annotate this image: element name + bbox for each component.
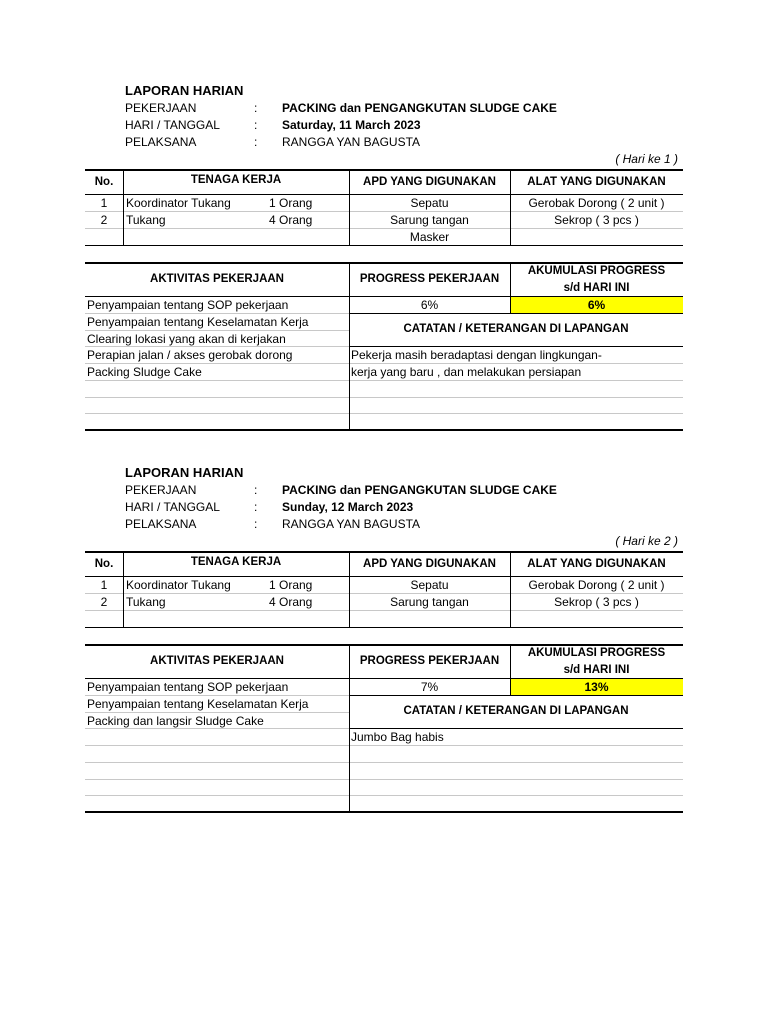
note-line: Pekerja masih beradaptasi dengan lingkungan- xyxy=(351,348,602,362)
row-no: 1 xyxy=(100,196,108,210)
row-no: 2 xyxy=(100,213,108,227)
field-label-pekerjaan: PEKERJAAN xyxy=(125,483,197,497)
field-value-pekerjaan: PACKING dan PENGANGKUTAN SLUDGE CAKE xyxy=(282,483,557,497)
table-row-line xyxy=(85,610,683,611)
header-apd: APD YANG DIGUNAKAN xyxy=(363,558,496,570)
field-value-hari-tanggal: Sunday, 12 March 2023 xyxy=(282,500,414,514)
header-akumulasi-sd: s/d HARI INI xyxy=(563,282,630,294)
row-worker-count: 4 Orang xyxy=(269,213,313,227)
field-value-pelaksana: RANGGA YAN BAGUSTA xyxy=(282,135,421,149)
field-value-hari-tanggal: Saturday, 11 March 2023 xyxy=(282,118,421,132)
activity-item: Penyampaian tentang SOP pekerjaan xyxy=(87,298,289,312)
header-no: No. xyxy=(94,176,114,188)
note-line: Jumbo Bag habis xyxy=(351,730,444,744)
activity-item: Packing dan langsir Sludge Cake xyxy=(87,714,264,728)
header-akumulasi-sd: s/d HARI INI xyxy=(563,664,630,676)
field-label-pelaksana: PELAKSANA xyxy=(125,135,197,149)
daily-report xyxy=(0,382,768,762)
field-colon: : xyxy=(254,118,258,132)
progress-value: 7% xyxy=(420,680,439,694)
header-tenaga-kerja: TENAGA KERJA xyxy=(190,556,282,568)
field-value-pelaksana: RANGGA YAN BAGUSTA xyxy=(282,517,421,531)
row-worker-name: Tukang xyxy=(126,595,166,609)
header-aktivitas: AKTIVITAS PEKERJAAN xyxy=(150,655,284,667)
akumulasi-value: 6% xyxy=(587,298,606,312)
report-title: LAPORAN HARIAN xyxy=(125,83,244,98)
field-label-pekerjaan: PEKERJAAN xyxy=(125,101,197,115)
field-label-hari-tanggal: HARI / TANGGAL xyxy=(125,500,220,514)
row-worker-count: 4 Orang xyxy=(269,595,313,609)
table-border xyxy=(85,811,683,813)
table-row-line xyxy=(85,762,683,763)
field-label-pelaksana: PELAKSANA xyxy=(125,517,197,531)
header-catatan: CATATAN / KETERANGAN DI LAPANGAN xyxy=(403,323,629,335)
row-worker-count: 1 Orang xyxy=(269,196,313,210)
row-alat: Sekrop ( 3 pcs ) xyxy=(554,595,639,609)
activity-item: Penyampaian tentang Keselamatan Kerja xyxy=(87,697,309,711)
note-line: kerja yang baru , dan melakukan persiapan xyxy=(351,365,582,379)
header-no: No. xyxy=(94,558,114,570)
progress-value: 6% xyxy=(420,298,439,312)
hari-ke-label: ( Hari ke 2 ) xyxy=(615,534,678,548)
row-worker-count: 1 Orang xyxy=(269,578,313,592)
row-apd: Sarung tangan xyxy=(390,595,469,609)
table-border xyxy=(85,627,683,628)
table-border xyxy=(349,313,683,314)
row-no: 2 xyxy=(100,595,108,609)
header-alat: ALAT YANG DIGUNAKAN xyxy=(527,558,666,570)
row-apd: Masker xyxy=(409,230,450,244)
field-colon: : xyxy=(254,517,258,531)
table-border xyxy=(85,169,683,171)
table-border xyxy=(85,245,683,246)
field-value-pekerjaan: PACKING dan PENGANGKUTAN SLUDGE CAKE xyxy=(282,101,557,115)
table-border xyxy=(349,695,683,696)
row-apd: Sarung tangan xyxy=(390,213,469,227)
table-border xyxy=(85,551,683,553)
field-colon: : xyxy=(254,101,258,115)
row-apd: Sepatu xyxy=(410,196,449,210)
row-worker-name: Koordinator Tukang xyxy=(126,578,231,592)
row-alat: Gerobak Dorong ( 2 unit ) xyxy=(528,196,665,210)
header-progress: PROGRESS PEKERJAAN xyxy=(359,273,500,285)
field-colon: : xyxy=(254,135,258,149)
field-colon: : xyxy=(254,500,258,514)
header-akumulasi: AKUMULASI PROGRESS xyxy=(527,265,666,277)
table-row-line xyxy=(85,745,683,746)
row-apd: Sepatu xyxy=(410,578,449,592)
row-no: 1 xyxy=(100,578,108,592)
header-catatan: CATATAN / KETERANGAN DI LAPANGAN xyxy=(403,705,629,717)
field-colon: : xyxy=(254,483,258,497)
header-akumulasi: AKUMULASI PROGRESS xyxy=(527,647,666,659)
header-alat: ALAT YANG DIGUNAKAN xyxy=(527,176,666,188)
table-col-line xyxy=(349,645,350,812)
field-label-hari-tanggal: HARI / TANGGAL xyxy=(125,118,220,132)
activity-item: Clearing lokasi yang akan di kerjakan xyxy=(87,332,286,346)
activity-item: Penyampaian tentang Keselamatan Kerja xyxy=(87,315,309,329)
row-worker-name: Tukang xyxy=(126,213,166,227)
activity-item: Packing Sludge Cake xyxy=(87,365,202,379)
row-alat: Sekrop ( 3 pcs ) xyxy=(554,213,639,227)
header-aktivitas: AKTIVITAS PEKERJAAN xyxy=(150,273,284,285)
report-title: LAPORAN HARIAN xyxy=(125,465,244,480)
activity-item: Perapian jalan / akses gerobak dorong xyxy=(87,348,293,362)
row-alat: Gerobak Dorong ( 2 unit ) xyxy=(528,578,665,592)
row-worker-name: Koordinator Tukang xyxy=(126,196,231,210)
header-progress: PROGRESS PEKERJAAN xyxy=(359,655,500,667)
header-tenaga-kerja: TENAGA KERJA xyxy=(190,174,282,186)
table-row-line xyxy=(85,380,683,381)
activity-item: Penyampaian tentang SOP pekerjaan xyxy=(87,680,289,694)
daily-report xyxy=(0,0,768,380)
table-row-line xyxy=(85,795,683,796)
hari-ke-label: ( Hari ke 1 ) xyxy=(615,152,678,166)
table-row-line xyxy=(85,779,683,780)
akumulasi-value: 13% xyxy=(584,680,609,694)
header-apd: APD YANG DIGUNAKAN xyxy=(363,176,496,188)
